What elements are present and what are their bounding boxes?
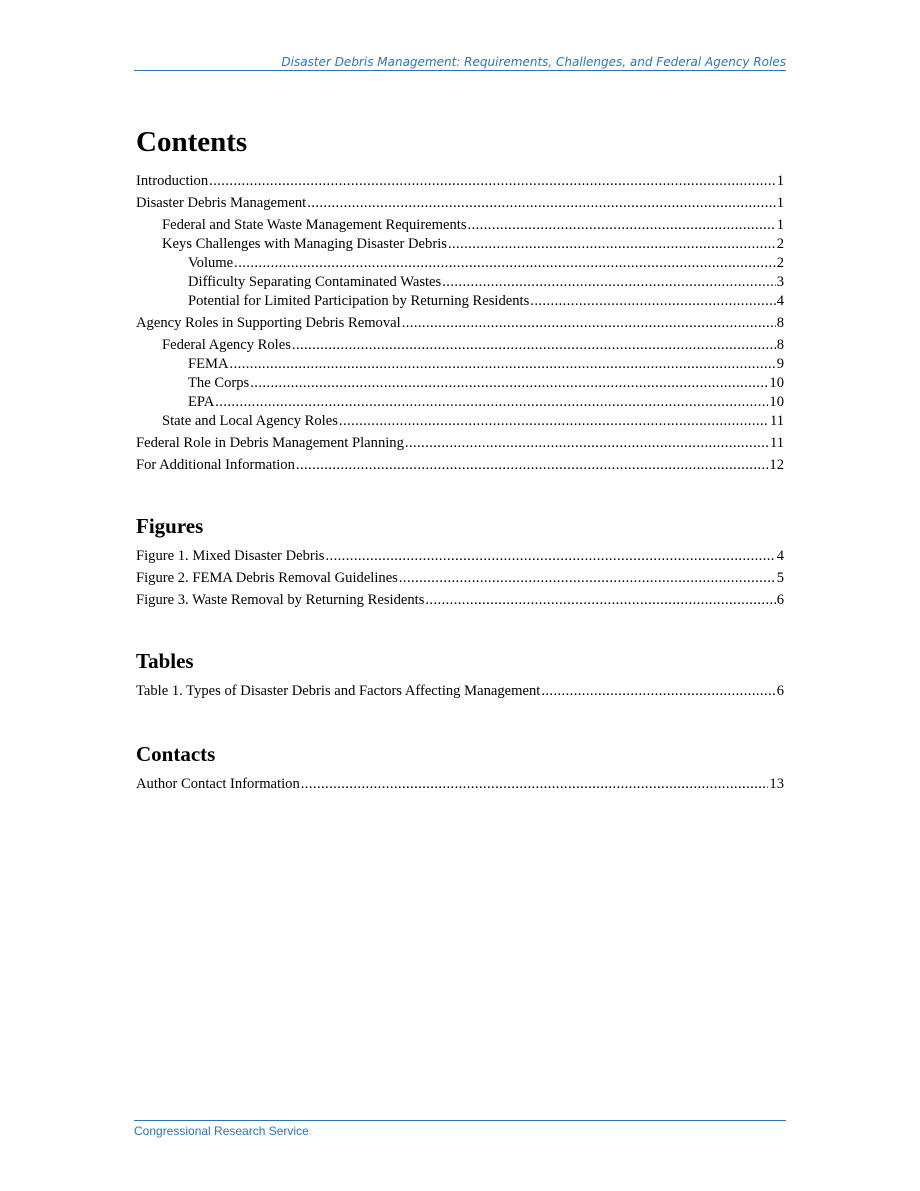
toc-entry-debris-planning[interactable]: Federal Role in Debris Management Planning ..... 11: [136, 434, 784, 453]
toc-entry-the-corps[interactable]: The Corps ..... 10: [136, 374, 784, 393]
toc-entry-fema[interactable]: FEMA ..... 9: [136, 355, 784, 374]
toc-entry-federal-agency-roles[interactable]: Federal Agency Roles ..... 8: [136, 336, 784, 355]
contents-section: [136, 124, 784, 475]
table-of-contents-page: [136, 124, 784, 794]
toc-entry-returning-residents[interactable]: Potential for Limited Participation by Returning Residents ..... 4: [136, 292, 784, 311]
toc-entry-figure-2[interactable]: Figure 2. FEMA Debris Removal Guidelines ..... 5: [136, 569, 784, 588]
running-header: Disaster Debris Management: Requirements, Challenges, and Federal Agency Roles: [134, 55, 786, 71]
tables-heading: Tables: [136, 649, 194, 673]
figures-heading: Figures: [136, 514, 204, 538]
toc-entry-figure-3[interactable]: Figure 3. Waste Removal by Returning Residents ..... 6: [136, 591, 784, 610]
toc-entry-figure-1[interactable]: Figure 1. Mixed Disaster Debris ..... 4: [136, 547, 784, 566]
figures-section: [136, 513, 784, 610]
toc-entry-additional-information[interactable]: For Additional Information ..... 12: [136, 456, 784, 475]
toc-entry-disaster-debris-management[interactable]: Disaster Debris Management ..... 1: [136, 194, 784, 213]
page-footer: Congressional Research Service: [134, 1120, 786, 1138]
toc-entry-volume[interactable]: Volume ..... 2: [136, 254, 784, 273]
toc-entry-table-1[interactable]: Table 1. Types of Disaster Debris and Factors Affecting Management ..... 6: [136, 682, 784, 701]
toc-entry-key-challenges[interactable]: Keys Challenges with Managing Disaster Debris ..... 2: [136, 235, 784, 254]
toc-entry-epa[interactable]: EPA ..... 10: [136, 393, 784, 412]
contents-heading: Contents: [136, 126, 248, 158]
toc-entry-federal-state-requirements[interactable]: Federal and State Waste Management Requirements ..... 1: [136, 216, 784, 235]
contacts-section: [136, 741, 784, 794]
toc-entry-agency-roles[interactable]: Agency Roles in Supporting Debris Removal ..... 8: [136, 314, 784, 333]
toc-entry-contaminated-wastes[interactable]: Difficulty Separating Contaminated Wastes ..... 3: [136, 273, 784, 292]
tables-section: [136, 648, 784, 701]
toc-entry-author-contact[interactable]: Author Contact Information ..... 13: [136, 775, 784, 794]
toc-entry-state-local-roles[interactable]: State and Local Agency Roles ..... 11: [136, 412, 784, 431]
toc-entry-introduction[interactable]: Introduction ..... 1: [136, 172, 784, 191]
contacts-heading: Contacts: [136, 742, 216, 766]
